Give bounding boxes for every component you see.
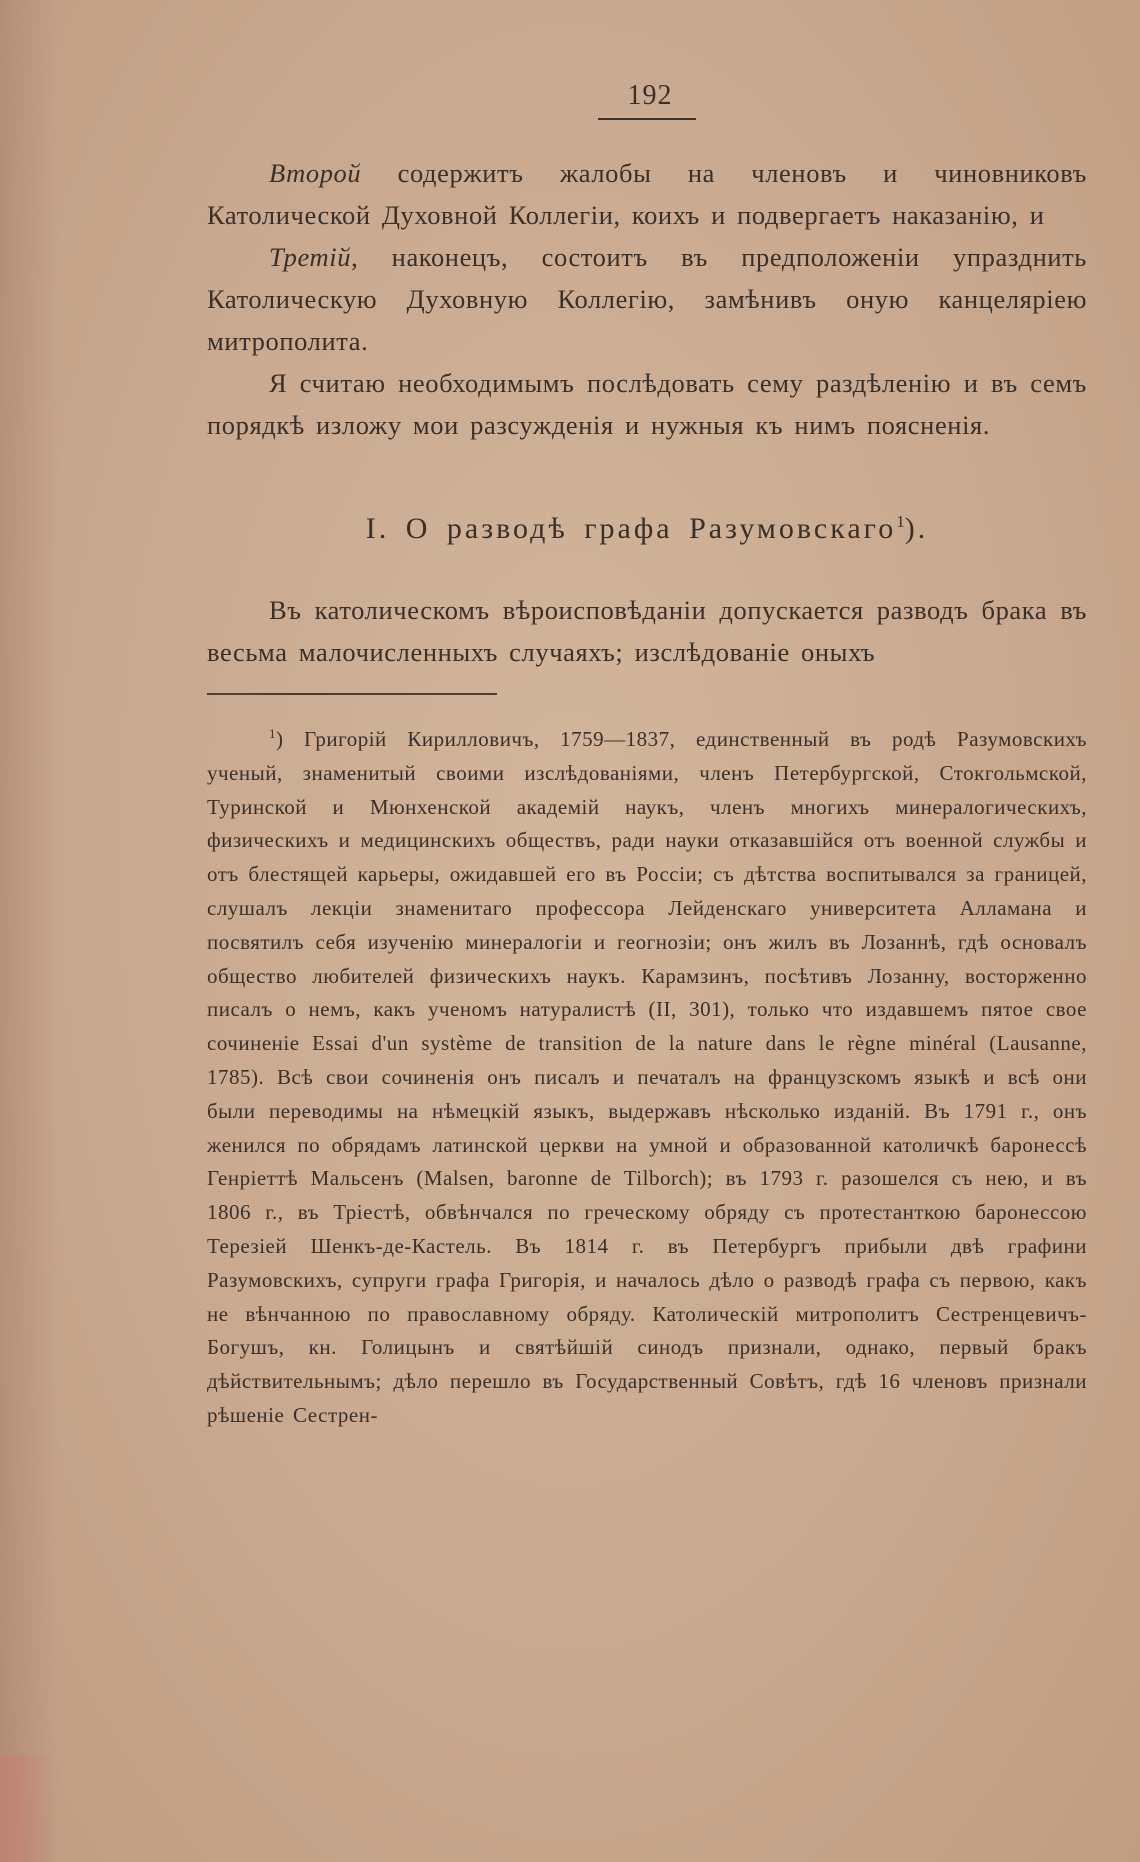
paragraph-lead-word: Второй <box>269 158 362 188</box>
page-number: 192 <box>627 80 673 111</box>
paragraph-text: Я считаю необходимымъ послѣдовать сему раздѣленію и въ семъ порядкѣ изложу мои разсужденія и нужныя къ нимъ поясненія. <box>207 368 1087 440</box>
paragraph-text: , наконецъ, состоитъ въ предположеніи упразднить Католическую Духовную Коллегію, замѣнивъ оную канцеляріею митрополита. <box>207 242 1087 356</box>
footnote-reference: 1 <box>896 512 905 531</box>
footnote-marker: 1 <box>269 726 276 741</box>
paragraph-text: содержитъ жалобы на членовъ и чиновниковъ Католической Духовной Коллегіи, коихъ и подвергаетъ наказанію, и <box>207 158 1087 230</box>
paragraph-text: Въ католическомъ вѣроисповѣданіи допускается разводъ брака въ весьма малочисленныхъ случаяхъ; изслѣдованіе оныхъ <box>207 595 1087 667</box>
paragraph-second <box>207 152 1087 236</box>
footnote <box>207 717 1087 1433</box>
page-edge-stain <box>0 1755 60 1862</box>
section-title-closing: ). <box>904 512 929 545</box>
paragraph-lead-word: Третій <box>269 242 352 272</box>
page-number-underline <box>598 118 696 120</box>
page-edge-shadow <box>0 0 60 1862</box>
section-title: I. О разводѣ графа Разумовскаго <box>365 512 897 545</box>
page-content <box>207 152 1087 1433</box>
paragraph-third <box>207 236 1087 362</box>
section-heading <box>207 500 1087 551</box>
footnote-marker-close: ) <box>276 727 284 751</box>
footnote-divider <box>207 693 497 695</box>
section-paragraph <box>207 589 1087 673</box>
paragraph-plan <box>207 362 1087 446</box>
footnote-text: Григорій Кирилловичъ, 1759—1837, единственный въ родѣ Разумовскихъ ученый, знаменитый своими изслѣдованіями, членъ Петербургской, Стокгольмской, Туринской и Мюнхенской академій наукъ, членъ многихъ минералогическихъ, физическихъ и медицинскихъ обществъ, ради науки отказавшійся отъ военной службы и отъ блестящей карьеры, ожидавшей его въ Россіи; съ дѣтства воспитывался за границей, слушалъ лекціи знаменитаго профессора Лейденскаго университета Алламана и посвятилъ себя изученію минералогіи и геогнозіи; онъ жилъ въ Лозаннѣ, гдѣ основалъ общество любителей физическихъ наукъ. Карамзинъ, посѣтивъ Лозанну, восторженно писалъ о немъ, какъ ученомъ натуралистѣ (II, 301), только что издавшемъ пятое свое сочиненіе Essai d'un système de transition de la nature dans le règne minéral (Lausanne, 1785). Всѣ свои сочиненія онъ писалъ и печаталъ на французскомъ языкѣ и всѣ они были переводимы на нѣмецкій языкъ, выдержавъ нѣсколько изданій. Въ 1791 г., онъ женился по обрядамъ латинской церкви на умной и образованной католичкѣ баронессѣ Генріеттѣ Мальсенъ (Malsen, baronne de Tilborch); въ 1793 г. разошелся съ нею, и въ 1806 г., въ Тріестѣ, обвѣнчался по греческому обряду съ протестанткою баронессою Терезіей Шенкъ-де-Кастель. Въ 1814 г. въ Петербургъ прибыли двѣ графини Разумовскихъ, супруги графа Григорія, и началось дѣло о разводѣ графа съ первою, какъ не вѣнчанною по православному обряду. Католическій митрополитъ Сестренцевичъ-Богушъ, кн. Голицынъ и святѣйшій синодъ признали, однако, первый бракъ дѣйствительнымъ; дѣло перешло въ Государственный Совѣтъ, гдѣ 16 членовъ признали рѣшеніе Сестрен- <box>207 727 1087 1427</box>
